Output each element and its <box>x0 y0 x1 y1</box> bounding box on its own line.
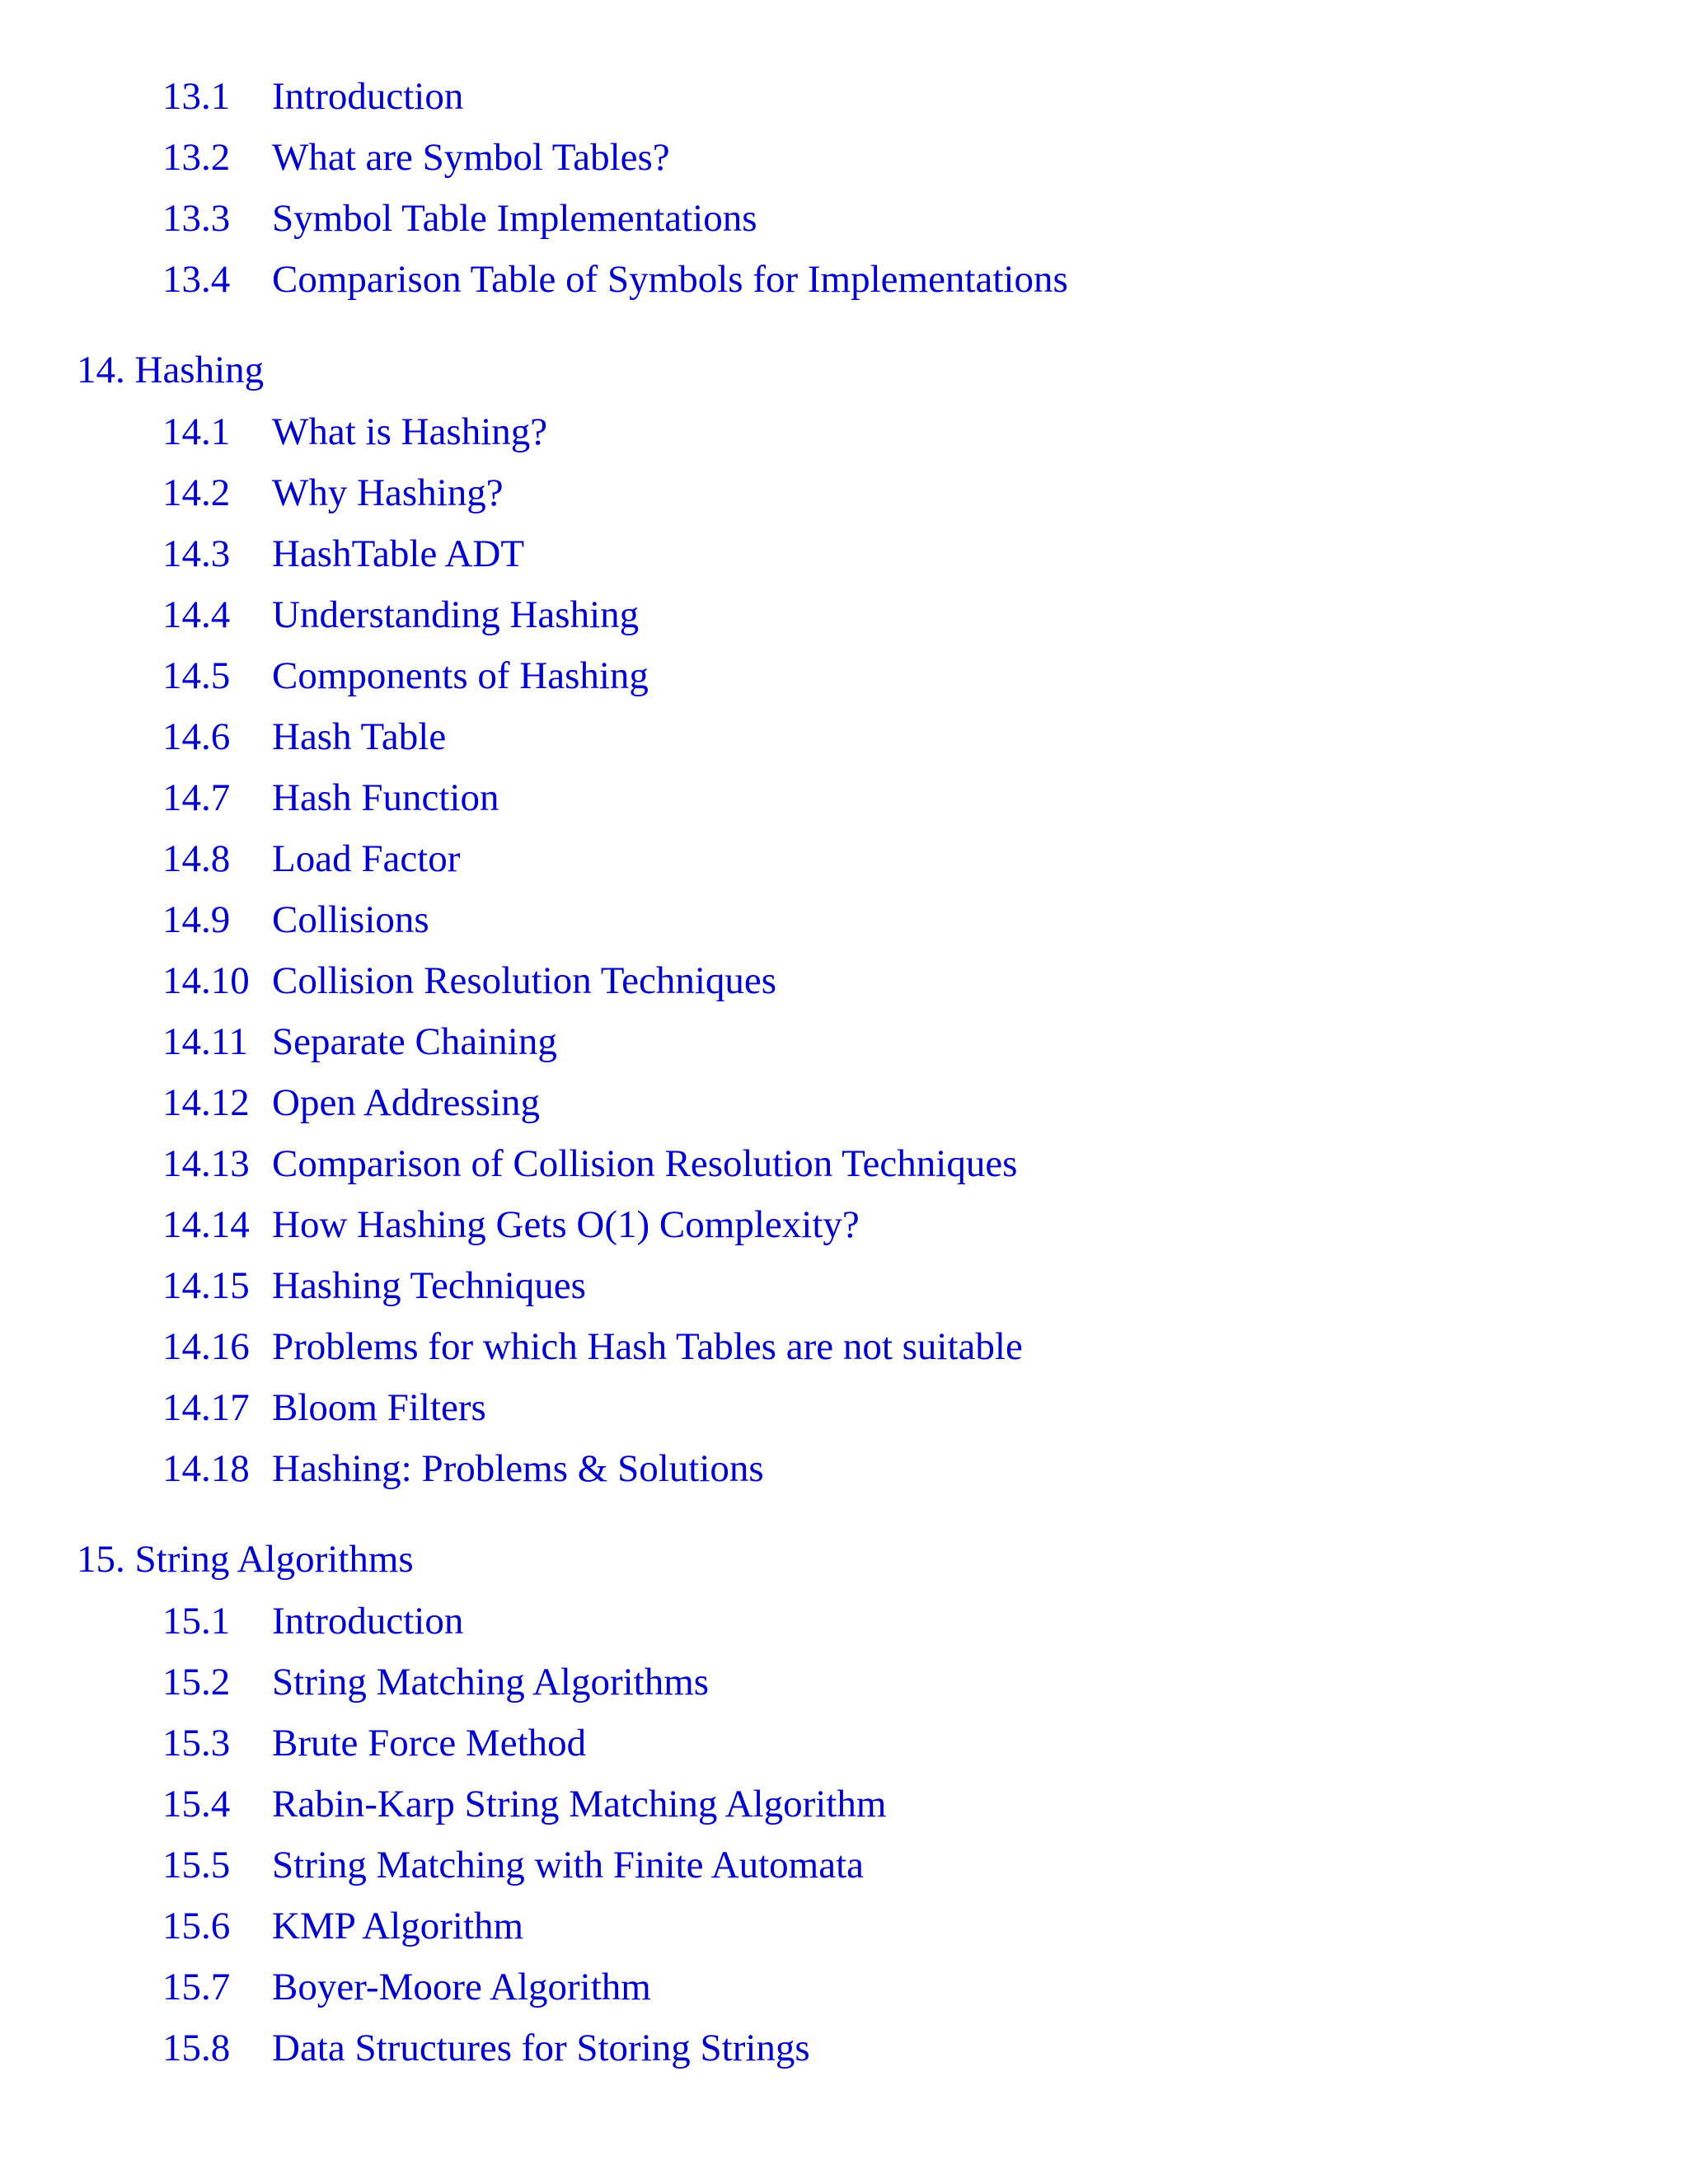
toc-entry-number: 14.4 <box>162 593 231 636</box>
toc-entry-label: Hashing Techniques <box>272 1264 586 1307</box>
toc-entry-label: Comparison Table of Symbols for Implementations <box>272 258 1068 301</box>
toc-entry-number: 15.2 <box>162 1661 231 1704</box>
toc-entry-number: 14.13 <box>162 1142 250 1185</box>
toc-entry-number: 14.18 <box>162 1447 250 1490</box>
toc-entry-label: Understanding Hashing <box>272 593 640 636</box>
toc-entry-label: HashTable ADT <box>272 532 525 575</box>
toc-entry-number: 15.3 <box>162 1722 231 1765</box>
toc-entry-number: 14.17 <box>162 1386 250 1429</box>
toc-entry-label: String Matching Algorithms <box>272 1661 710 1704</box>
toc-entry-label: Hash Function <box>272 776 499 819</box>
toc-entry-label: Problems for which Hash Tables are not suitable <box>272 1325 1023 1368</box>
chapter-title-string-algorithms[interactable]: 15. String Algorithms <box>77 1538 414 1581</box>
toc-entry-number: 14.7 <box>162 776 231 819</box>
toc-entry-label: Open Addressing <box>272 1081 541 1124</box>
toc-entry-label: Hash Table <box>272 715 447 758</box>
toc-entry-number: 15.1 <box>162 1600 231 1643</box>
toc-entry-label: Brute Force Method <box>272 1722 587 1765</box>
toc-entry-label: Introduction <box>272 75 464 118</box>
toc-entry-label: How Hashing Gets O(1) Complexity? <box>272 1203 860 1246</box>
toc-entry-number: 14.1 <box>162 410 231 453</box>
toc-entry-number: 14.16 <box>162 1325 250 1368</box>
toc-entry-number: 15.5 <box>162 1844 231 1886</box>
toc-entry-label: Load Factor <box>272 837 461 880</box>
toc-entry-label: What is Hashing? <box>272 410 548 453</box>
toc-entry-number: 14.11 <box>162 1020 249 1063</box>
toc-entry-label: Comparison of Collision Resolution Techniques <box>272 1142 1018 1185</box>
toc-entry-label: Introduction <box>272 1600 464 1643</box>
chapter-title-hashing[interactable]: 14. Hashing <box>77 349 265 391</box>
toc-entry-label: KMP Algorithm <box>272 1905 524 1947</box>
toc-entry-number: 15.7 <box>162 1966 231 2008</box>
toc-entry-number: 13.2 <box>162 136 231 179</box>
toc-entry-number: 15.8 <box>162 2027 231 2069</box>
toc-entry-number: 14.12 <box>162 1081 250 1124</box>
toc-entry-number: 15.4 <box>162 1783 231 1825</box>
toc-entry-number: 15.6 <box>162 1905 231 1947</box>
toc-entry-label: String Matching with Finite Automata <box>272 1844 865 1886</box>
toc-entry-label: What are Symbol Tables? <box>272 136 670 179</box>
toc-entry-number: 14.8 <box>162 837 231 880</box>
toc-entry-label: Hashing: Problems & Solutions <box>272 1447 764 1490</box>
toc-entry-number: 14.6 <box>162 715 231 758</box>
toc-entry-label: Rabin-Karp String Matching Algorithm <box>272 1783 887 1825</box>
toc-entry-number: 14.5 <box>162 654 231 697</box>
toc-entry-number: 14.2 <box>162 471 231 514</box>
toc-entry-number: 13.4 <box>162 258 231 301</box>
toc-entry-number: 14.14 <box>162 1203 250 1246</box>
toc-entry-label: Why Hashing? <box>272 471 504 514</box>
toc-entry-number: 14.15 <box>162 1264 250 1307</box>
toc-entry-label: Components of Hashing <box>272 654 649 697</box>
toc-entry-number: 13.1 <box>162 75 231 118</box>
toc-entry-label: Symbol Table Implementations <box>272 197 757 240</box>
toc-entry-label: Collisions <box>272 898 429 941</box>
toc-entry-number: 13.3 <box>162 197 231 240</box>
toc-entry-label: Bloom Filters <box>272 1386 486 1429</box>
toc-entry-label: Data Structures for Storing Strings <box>272 2027 810 2069</box>
toc-entry-number: 14.3 <box>162 532 231 575</box>
toc-entry-label: Separate Chaining <box>272 1020 557 1063</box>
toc-entry-label: Boyer-Moore Algorithm <box>272 1966 651 2008</box>
toc-entry-number: 14.9 <box>162 898 231 941</box>
toc-entry-label: Collision Resolution Techniques <box>272 959 777 1002</box>
toc-entry-number: 14.10 <box>162 959 250 1002</box>
